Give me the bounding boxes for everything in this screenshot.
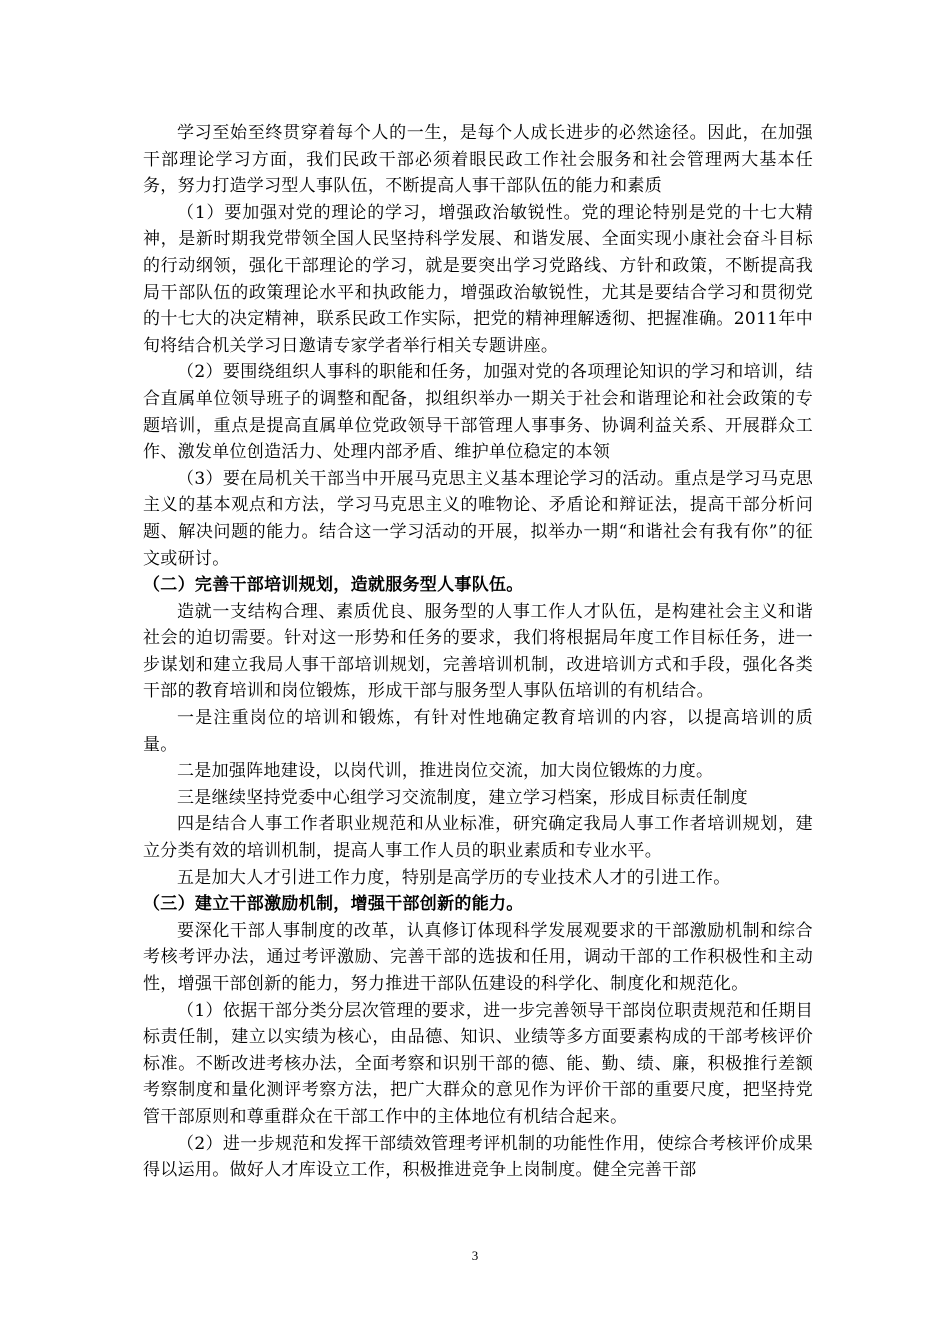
- paragraph-item-3: （3）要在局机关干部当中开展马克思主义基本理论学习的活动。重点是学习马克思主义的基本观点和方法，学习马克思主义的唯物论、矛盾论和辩证法，提高干部分析问题、解决问题的能力。结合这一学习活动的开展，拟举办一期“和谐社会有我有你”的征文或研讨。: [143, 468, 813, 569]
- paragraph-section-3-intro: 要深化干部人事制度的改革，认真修订体现科学发展观要求的干部激励机制和综合考核考评办法，通过考评激励、完善干部的选拔和任用，调动干部的工作积极性和主动性，增强干部创新的能力，努力推进干部队伍建设的科学化、制度化和规范化。: [143, 920, 813, 994]
- paragraph-point-2: 二是加强阵地建设，以岗代训，推进岗位交流，加大岗位锻炼的力度。: [177, 761, 714, 782]
- paragraph-point-1: 一是注重岗位的培训和锻炼，有针对性地确定教育培训的内容，以提高培训的质量。: [143, 708, 813, 755]
- paragraph-point-4: 四是结合人事工作者职业规范和从业标准，研究确定我局人事工作者培训规划，建立分类有效的培训机制，提高人事工作人员的职业素质和专业水平。: [143, 814, 813, 862]
- paragraph-item-1: （1）要加强对党的理论的学习，增强政治敏锐性。党的理论特别是党的十七大精神，是新时期我党带领全国人民坚持科学发展、和谐发展、全面实现小康社会奋斗目标的行动纲领，强化干部理论的学习，就是要突出学习党路线、方针和政策，不断提高我局干部队伍的政策理论水平和执政能力，增强政治敏锐性，尤其是要结合学习和贯彻党的十七大的决定精神，联系民政工作实际，把党的精神理解透彻、把握准确。2011年中旬将结合机关学习日邀请专家学者举行相关专题讲座。: [143, 202, 813, 356]
- paragraph-point-5: 五是加大人才引进工作力度，特别是高学历的专业技术人才的引进工作。: [177, 867, 731, 888]
- page-number: 3: [471, 1248, 479, 1263]
- paragraph-point-3: 三是继续坚持党委中心组学习交流制度，建立学习档案，形成目标责任制度: [177, 787, 748, 808]
- document-body: [143, 120, 813, 1184]
- paragraph-item-2: （2）要围绕组织人事科的职能和任务，加强对党的各项理论知识的学习和培训，结合直属单位领导班子的调整和配备，拟组织举办一期关于社会和谐理论和社会政策的专题培训，重点是提高直属单位党政领导干部管理人事事务、协调利益关系、开展群众工作、激发单位创造活力、处理内部矛盾、维护单位稳定的本领: [143, 362, 813, 463]
- section-heading-3: （三）建立干部激励机制，增强干部创新的能力。: [143, 894, 524, 915]
- paragraph-section-3-item-2: （2）进一步规范和发挥干部绩效管理考评机制的功能性作用，使综合考核评价成果得以运用。做好人才库设立工作，积极推进竞争上岗制度。健全完善干部: [143, 1133, 813, 1181]
- paragraph-intro: 学习至始至终贯穿着每个人的一生，是每个人成长进步的必然途径。因此，在加强干部理论学习方面，我们民政干部必须着眼民政工作社会服务和社会管理两大基本任务，努力打造学习型人事队伍，不断提高人事干部队伍的能力和素质: [143, 123, 813, 197]
- section-heading-2: （二）完善干部培训规划，造就服务型人事队伍。: [143, 575, 524, 596]
- paragraph-section-3-item-1: （1）依据干部分类分层次管理的要求，进一步完善领导干部岗位职责规范和任期目标责任制，建立以实绩为核心，由品德、知识、业绩等多方面要素构成的干部考核评价标准。不断改进考核办法，全面考察和识别干部的德、能、勤、绩、廉，积极推行差额考察制度和量化测评考察方法，把广大群众的意见作为评价干部的重要尺度，把坚持党管干部原则和尊重群众在干部工作中的主体地位有机结合起来。: [143, 1000, 813, 1127]
- paragraph-section-2-intro: 造就一支结构合理、素质优良、服务型的人事工作人才队伍，是构建社会主义和谐社会的迫切需要。针对这一形势和任务的要求，我们将根据局年度工作目标任务，进一步谋划和建立我局人事干部培训规划，完善培训机制，改进培训方式和手段，强化各类干部的教育培训和岗位锻炼，形成干部与服务型人事队伍培训的有机结合。: [143, 601, 813, 702]
